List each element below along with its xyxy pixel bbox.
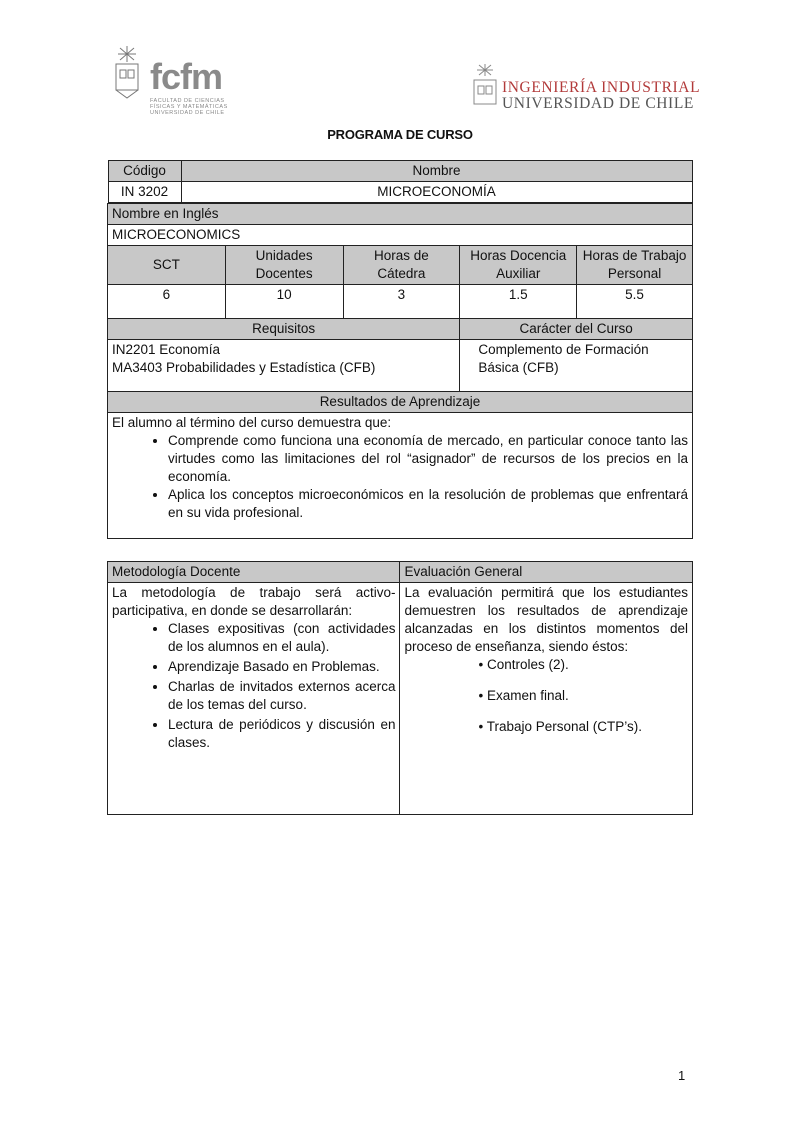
sct-label: SCT [108,246,226,285]
requirements: IN2201 Economía MA3403 Probabilidades y Estadística (CFB) [108,340,460,392]
list-item: • Aprendizaje Basado en Problemas. [168,658,395,676]
course-character: Complemento de Formación Básica (CFB) [460,340,693,392]
evaluation-content: La evaluación permitirá que los estudiantes demuestren los resultados de aprendizaje alcanzadas en los distintos momentos del proceso de enseñanza, siendo éstos: • Controles (2). • Examen final. • Trabajo Personal (CTP’s). [400,583,693,815]
methodology-content: La metodología de trabajo será activo-participativa, en donde se desarrollarán: • Clases expositivas (con actividades de los alumnos en el aula). • Aprendizaje Basado en Problemas. • Charlas de invitados externos acerca de los temas del curso. • Lectura de periódicos y discusión en clases. [108,583,400,815]
evaluation-label: Evaluación General [400,562,693,583]
fcfm-logo [110,42,250,132]
list-item: • Controles (2). [478,657,569,672]
code-label: Código [108,161,181,182]
ingenieria-industrial-logo [470,62,701,112]
methodology-label: Metodología Docente [108,562,400,583]
university-seal-icon [470,62,500,112]
units-value: 10 [225,285,343,319]
lecture-hours-label: Horas de Cátedra [343,246,460,285]
list-item: • Trabajo Personal (CTP’s). [478,719,643,734]
english-name-label: Nombre en Inglés [108,204,693,225]
course-code: IN 3202 [108,182,181,203]
outcomes: El alumno al término del curso demuestra que: • Comprende como funciona una economía de mercado, en particular conoce tanto las virtudes como las limitaciones del rol “asignador” de recursos de los precios en la economía. • Aplica los conceptos microeconómicos en la resolución de problemas que enfrentará en su vida profesional. [108,413,693,539]
list-item: • Charlas de invitados externos acerca de los temas del curso. [168,678,395,714]
methodology-table [107,561,693,815]
aux-hours-value: 1.5 [460,285,577,319]
page-title: PROGRAMA DE CURSO [327,127,473,142]
list-item: • Examen final. [478,688,569,703]
units-label: Unidades Docentes [225,246,343,285]
personal-hours-label: Horas de Trabajo Personal [577,246,693,285]
sct-value: 6 [108,285,226,319]
list-item: • Clases expositivas (con actividades de los alumnos en el aula). [168,620,395,656]
personal-hours-value: 5.5 [577,285,693,319]
fcfm-subtitle: FACULTAD DE CIENCIAS FÍSICAS Y MATEMÁTICAS UNIVERSIDAD DE CHILE [150,98,228,116]
outcomes-label: Resultados de Aprendizaje [108,392,693,413]
lecture-hours-value: 3 [343,285,460,319]
list-item: • Aplica los conceptos microeconómicos en la resolución de problemas que enfrentará en su vida profesional. [168,486,688,522]
fcfm-wordmark: fcfm [150,56,223,97]
logo-line2: UNIVERSIDAD DE CHILE [502,95,694,112]
course-name: MICROECONOMÍA [181,182,692,203]
list-item: • Comprende como funciona una economía de mercado, en particular conoce tanto las virtudes como las limitaciones del rol “asignador” de recursos de los precios en la economía. [168,432,688,486]
logo-line1: INGENIERÍA INDUSTRIAL [502,79,701,96]
list-item: • Lectura de periódicos y discusión en clases. [168,716,395,752]
character-label: Carácter del Curso [460,319,693,340]
aux-hours-label: Horas Docencia Auxiliar [460,246,577,285]
english-name: MICROECONOMICS [108,225,693,246]
requirements-label: Requisitos [108,319,460,340]
course-table [107,160,693,539]
name-label: Nombre [181,161,692,182]
page-number: 1 [678,1068,686,1083]
